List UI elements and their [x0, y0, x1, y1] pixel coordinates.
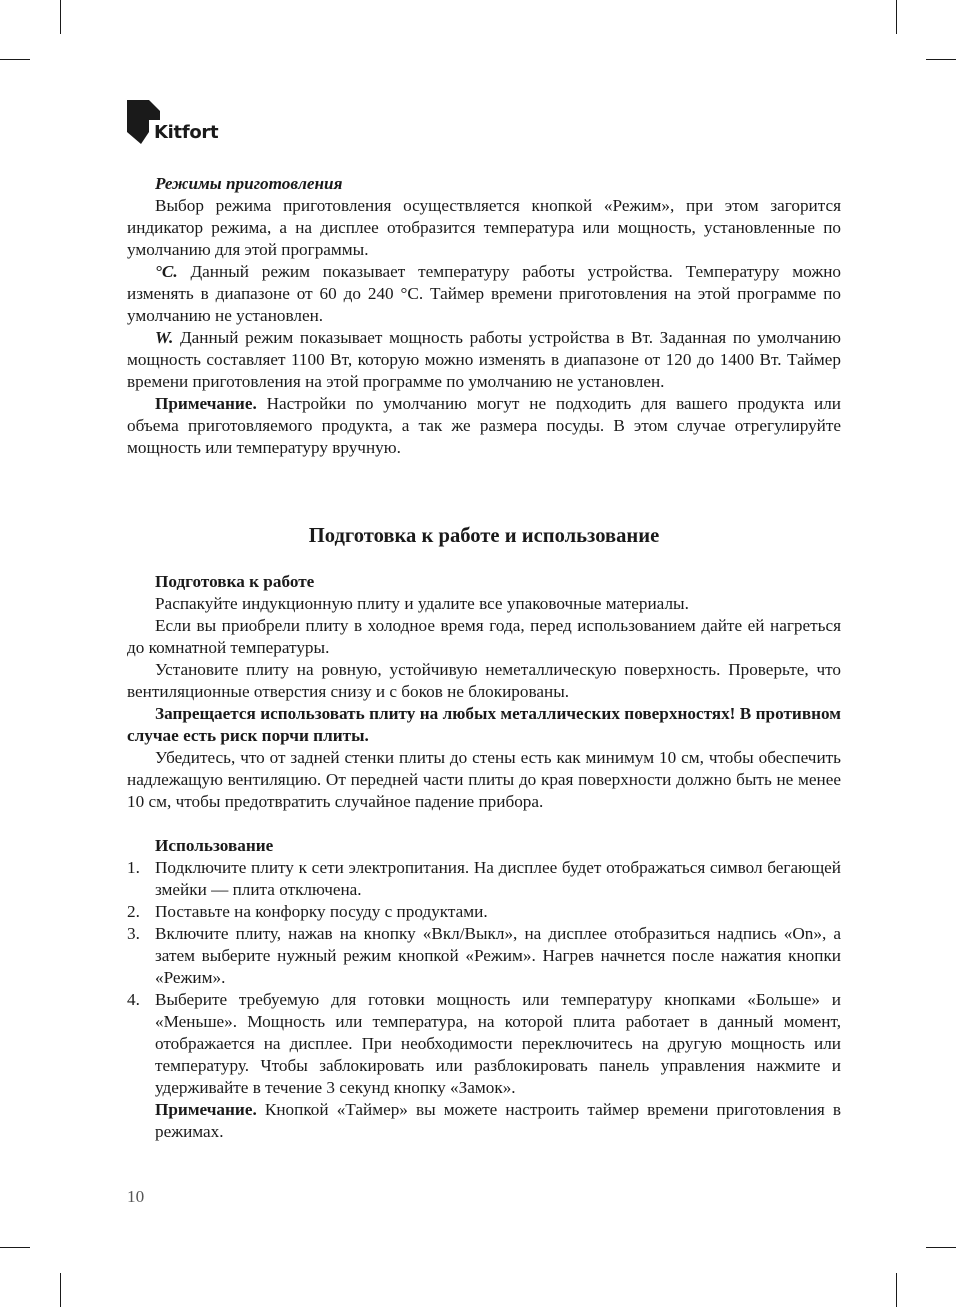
- page-content: [127, 173, 841, 1143]
- crop-mark: [926, 59, 956, 60]
- step-text: Поставьте на конфорку посуду с продуктами.: [155, 902, 488, 921]
- modes-intro: Выбор режима приготовления осуществляется кнопкой «Режим», при этом загорится индикатор режима, а на дисплее отобразится температура или мощность, установленные по умолчанию для этой программы.: [127, 196, 841, 259]
- page-number: 10: [127, 1187, 145, 1206]
- preparation-heading: Подготовка к работе: [155, 572, 315, 591]
- crop-mark: [0, 1247, 30, 1248]
- usage-note: [155, 1099, 841, 1143]
- step-text: Выберите требуемую для готовки мощность или температуру кнопками «Больше» и «Меньше». Мощность или температура, на которой плита работает в данный момент, отображается на дисплее. При необходимости переключитесь на другую мощность или температуру. Чтобы заблокировать или разблокировать панель управления нажмите и удерживайте в течение 3 секунд кнопку «Замок».: [155, 990, 841, 1097]
- step-text: Включите плиту, нажав на кнопку «Вкл/Выкл», на дисплее отобразиться надпись «On», а затем выберите нужный режим кнопкой «Режим». Нагрев начнется после нажатия кнопки «Режим».: [155, 924, 841, 987]
- usage-steps: [127, 857, 841, 1143]
- note-text: Кнопкой «Таймер» вы можете настроить таймер времени приготовления в режимах.: [155, 1100, 841, 1141]
- celsius-mode-label: °C.: [155, 262, 178, 281]
- warning-paragraph: Запрещается использовать плиту на любых металлических поверхностях! В противном случае есть риск порчи плиты.: [127, 704, 841, 745]
- section-title: Подготовка к работе и использование: [308, 525, 660, 547]
- crop-mark: [926, 1247, 956, 1248]
- list-item: [127, 857, 841, 901]
- watt-mode-label: W.: [155, 328, 174, 347]
- step-number: 1.: [127, 858, 140, 877]
- celsius-mode-text: Данный режим показывает температуру работы устройства. Температуру можно изменять в диапазоне от 60 до 240 °C. Таймер времени приготовления на этой программе по умолчанию не установлен.: [127, 262, 841, 325]
- note-text: Настройки по умолчанию могут не подходить для вашего продукта или объема приготовляемого продукта, а так же размера посуды. В этом случае отрегулируйте мощность или температуру вручную.: [127, 394, 841, 457]
- crop-mark: [896, 0, 897, 34]
- crop-mark: [896, 1273, 897, 1307]
- crop-mark: [0, 59, 30, 60]
- crop-mark: [60, 0, 61, 34]
- step-number: 4.: [127, 990, 140, 1009]
- watt-mode-text: Данный режим показывает мощность работы устройства в Вт. Заданная по умолчанию мощность составляет 1100 Вт, которую можно изменять в диапазоне от 120 до 1400 Вт. Таймер времени приготовления на этой программе по умолчанию не установлен.: [127, 328, 841, 391]
- modes-note: [127, 393, 841, 459]
- note-label: Примечание.: [155, 1100, 257, 1119]
- kitfort-logo: [127, 100, 237, 148]
- preparation-paragraph: Если вы приобрели плиту в холодное время года, перед использованием дайте ей нагреться до комнатной температуры.: [127, 616, 841, 657]
- watt-mode-paragraph: [127, 327, 841, 393]
- preparation-paragraph: Распакуйте индукционную плиту и удалите все упаковочные материалы.: [155, 594, 689, 613]
- list-item: [127, 901, 841, 923]
- list-item: [127, 923, 841, 989]
- note-label: Примечание.: [155, 394, 257, 413]
- step-number: 3.: [127, 924, 140, 943]
- crop-mark: [60, 1273, 61, 1307]
- step-text: Подключите плиту к сети электропитания. На дисплее будет отображаться символ бегающей змейки — плита отключена.: [155, 858, 841, 899]
- celsius-mode-paragraph: [127, 261, 841, 327]
- preparation-paragraph: Убедитесь, что от задней стенки плиты до стены есть как минимум 10 см, чтобы обеспечить надлежащую вентиляцию. От передней части плиты до края поверхности должно быть не менее 10 см, чтобы предотвратить случайное падение прибора.: [127, 748, 841, 811]
- modes-heading: Режимы приготовления: [155, 174, 343, 193]
- list-item: [127, 989, 841, 1143]
- step-number: 2.: [127, 902, 140, 921]
- usage-heading: Использование: [155, 836, 274, 855]
- brand-name: Kitfort: [154, 122, 219, 143]
- preparation-paragraph: Установите плиту на ровную, устойчивую неметаллическую поверхность. Проверьте, что вентиляционные отверстия снизу и с боков не блокированы.: [127, 660, 841, 701]
